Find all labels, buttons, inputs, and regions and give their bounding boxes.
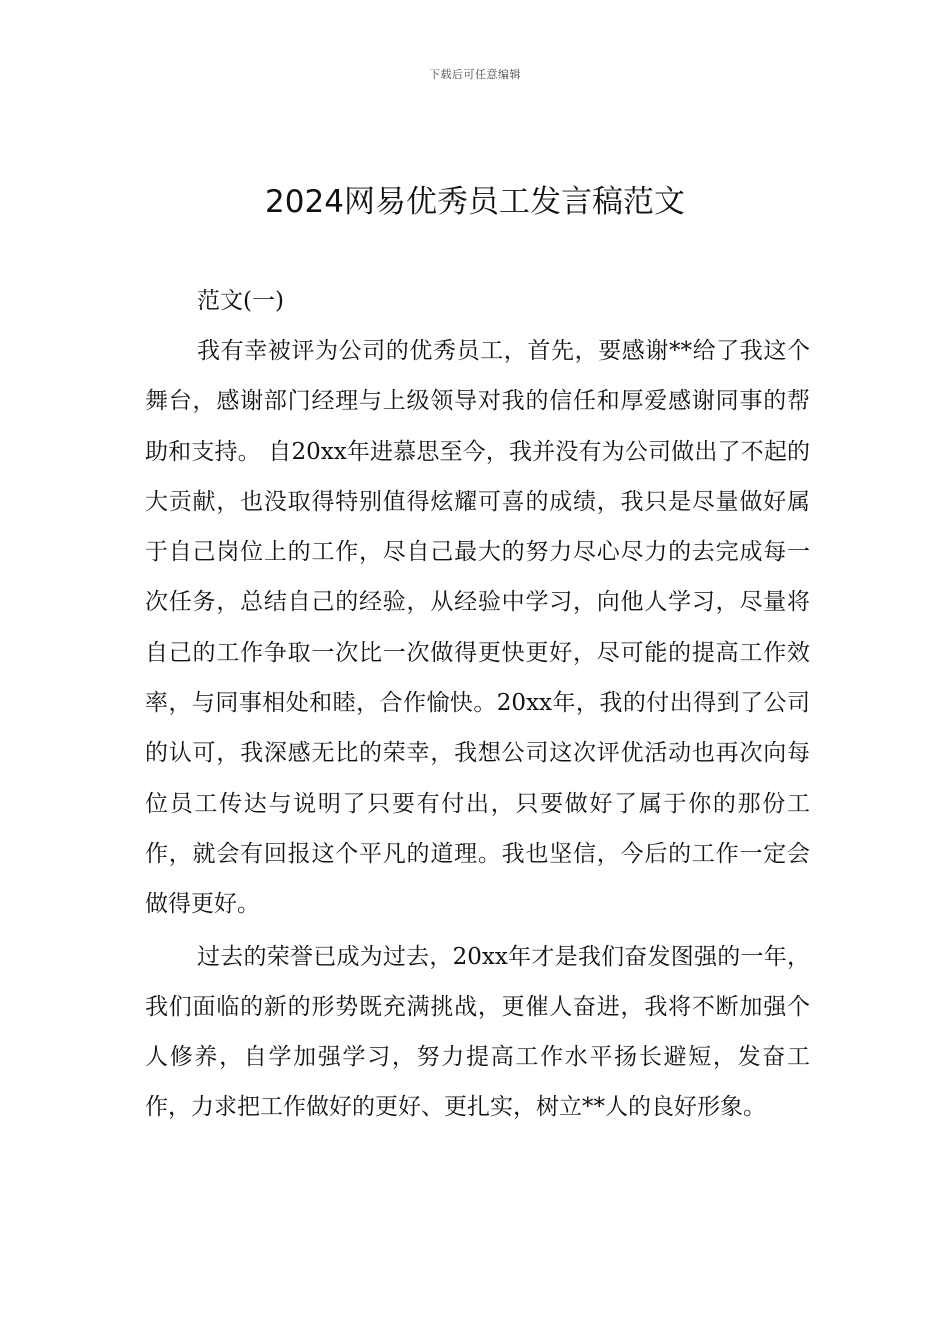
document-title: 2024网易优秀员工发言稿范文 bbox=[265, 184, 685, 220]
body-paragraph-2: 过去的荣誉已成为过去，20xx年才是我们奋发图强的一年，我们面临的新的形势既充满挑战，更催人奋进，我将不断加强个人修养，自学加强学习，努力提高工作水平扬长避短，发奋工作，力求把工作做好的更好、更扎实，树立**人的良好形象。 bbox=[145, 943, 810, 1121]
section-label: 范文(一) bbox=[197, 288, 284, 314]
header-note: 下载后可任意编辑 bbox=[429, 68, 521, 81]
body-paragraph-1: 我有幸被评为公司的优秀员工，首先，要感谢**给了我这个舞台，感谢部门经理与上级领导对我的信任和厚爱感谢同事的帮助和支持。 自20xx年进慕思至今，我并没有为公司做出了不起的大贡献，也没取得特别值得炫耀可喜的成绩，我只是尽量做好属于自己岗位上的工作，尽自己最大的努力尽心尽力的去完成每一次任务，总结自己的经验，从经验中学习，向他人学习，尽量将自己的工作争取一次比一次做得更快更好，尽可能的提高工作效率，与同事相处和睦，合作愉快。20xx年，我的付出得到了公司的认可，我深感无比的荣幸，我想公司这次评优活动也再次向每位员工传达与说明了只要有付出，只要做好了属于你的那份工作，就会有回报这个平凡的道理。我也坚信，今后的工作一定会做得更好。 bbox=[145, 338, 810, 918]
document-body bbox=[145, 276, 810, 1133]
